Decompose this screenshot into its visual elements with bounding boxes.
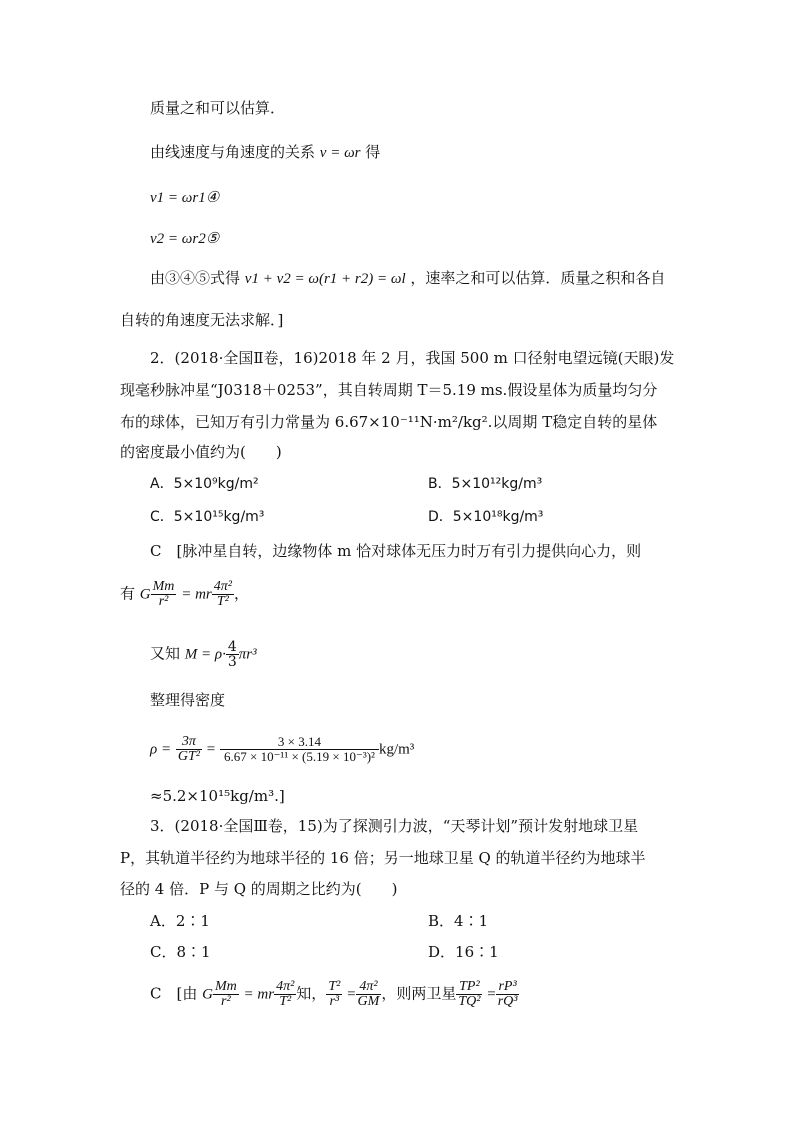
denominator: rQ³	[497, 994, 518, 1009]
denominator: T²	[216, 594, 229, 609]
denominator: T²	[279, 994, 292, 1009]
text-fragment: 有	[120, 584, 136, 603]
formula: ρ =	[150, 741, 172, 758]
numerator: T²	[328, 979, 341, 994]
denominator: GM	[357, 994, 380, 1009]
fraction	[456, 980, 482, 1009]
question-3-line: 3．(2018·全国Ⅲ卷，15)为了探测引力波，“天琴计划”预计发射地球卫星	[150, 817, 639, 835]
answer-formula-line	[150, 640, 257, 669]
fraction	[326, 980, 342, 1009]
text-fragment: 得	[365, 143, 381, 161]
numerator: Mm	[152, 579, 175, 594]
denominator: 3	[227, 654, 237, 670]
unit: kg/m³	[378, 741, 415, 758]
option-a: A．5×10⁹kg/m²	[150, 476, 259, 492]
formula: M = ρ·	[184, 646, 226, 663]
fraction	[356, 980, 382, 1009]
text-line	[150, 142, 380, 163]
numerator: rP³	[496, 980, 520, 995]
formula: G	[139, 586, 151, 603]
answer-formula-line	[150, 735, 414, 764]
option-d: D．5×10¹⁸kg/m³	[428, 509, 544, 525]
denominator: 6.67 × 10⁻¹¹ × (5.19 × 10⁻³)²	[223, 749, 375, 764]
formula: =	[487, 986, 496, 1003]
text-line: 质量之和可以估算．	[150, 99, 286, 117]
numerator: TP²	[456, 980, 482, 995]
answer-formula-line	[150, 980, 519, 1009]
text-fragment: 又知	[150, 644, 181, 663]
fraction	[226, 640, 239, 669]
fraction	[220, 735, 379, 764]
question-2-line: 2．(2018·全国Ⅱ卷，16)2018 年 2 月，我国 500 m 口径射电望远镜(天眼)发	[150, 349, 675, 367]
question-2-line: 的密度最小值约为( )	[120, 443, 282, 461]
question-3-line: 径的 4 倍．P 与 Q 的周期之比约为( )	[120, 880, 398, 898]
fraction	[213, 980, 239, 1009]
question-2-line: 现毫秒脉冲星“J0318＋0253”，其自转周期 T＝5.19 ms.假设星体为质量均匀分	[120, 381, 658, 399]
formula: v1 + v2 = ω(r1 + r2) = ωl	[244, 271, 406, 287]
option-b: B．5×10¹²kg/m³	[428, 476, 543, 492]
denominator: r²	[158, 594, 169, 609]
text-fragment: ，	[233, 584, 249, 603]
formula: πr³	[238, 646, 257, 663]
formula: = mr	[243, 986, 275, 1003]
numerator: 4π²	[276, 979, 295, 994]
text-fragment: C [由	[150, 984, 198, 1003]
answer-formula-line	[120, 580, 249, 609]
numerator: 3π	[176, 735, 202, 750]
option-c: C．5×10¹⁵kg/m³	[150, 509, 265, 525]
fraction	[212, 580, 234, 609]
answer-line: ≈5.2×10¹⁵kg/m³.]	[150, 787, 285, 805]
numerator: 4π²	[213, 579, 232, 594]
denominator: TQ²	[458, 994, 481, 1009]
numerator: 4π²	[356, 980, 382, 995]
fraction	[151, 580, 177, 609]
formula: = mr	[181, 586, 212, 603]
option-b: B．4∶1	[428, 912, 489, 930]
formula-line: v1 = ωr1④	[150, 190, 220, 206]
formula: G	[202, 986, 213, 1003]
option-d: D．16∶1	[428, 943, 499, 961]
fraction	[274, 980, 296, 1009]
text-fragment: ，则两卫星	[381, 984, 457, 1003]
text-fragment: 知，	[296, 984, 327, 1003]
option-c: C．8∶1	[150, 943, 211, 961]
question-2-line: 布的球体，已知万有引力常量为 6.67×10⁻¹¹N·m²/kg².以周期 T稳定自转的星体	[120, 413, 658, 431]
formula: v = ωr	[319, 145, 361, 161]
numerator: Mm	[214, 979, 237, 994]
formula-line: v2 = ωr2⑤	[150, 231, 220, 247]
denominator: r²	[221, 994, 231, 1009]
text-fragment: ，速率之和可以估算．质量之积和各自	[410, 269, 666, 287]
text-fragment: 由③④⑤式得	[150, 269, 241, 287]
text-line: 自转的角速度无法求解．]	[120, 311, 284, 329]
numerator: 3 × 3.14	[220, 735, 379, 750]
formula: =	[347, 986, 356, 1003]
option-a: A．2∶1	[150, 912, 210, 930]
answer-line: C [脉冲星自转，边缘物体 m 恰对球体无压力时万有引力提供向心力，则	[150, 542, 642, 560]
denominator: GT²	[177, 749, 200, 764]
text-line: 整理得密度	[150, 691, 226, 709]
numerator: 4	[227, 639, 237, 655]
fraction	[176, 735, 202, 764]
text-fragment: 由线速度与角速度的关系	[150, 143, 316, 161]
denominator: r³	[329, 994, 340, 1009]
text-line	[150, 268, 665, 289]
formula: =	[206, 741, 216, 758]
question-3-line: P，其轨道半径约为地球半径的 16 倍；另一地球卫星 Q 的轨道半径约为地球半	[120, 849, 646, 867]
fraction	[496, 980, 520, 1009]
